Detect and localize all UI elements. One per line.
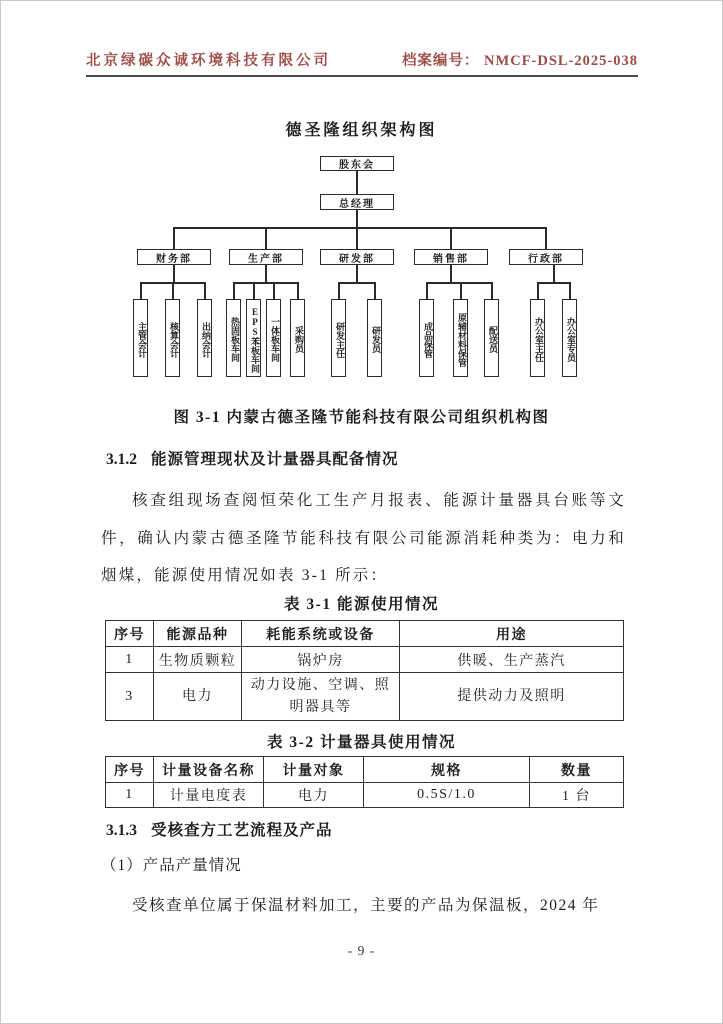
connector-line <box>174 227 547 229</box>
connector-line <box>537 282 539 299</box>
page-header <box>86 49 638 77</box>
table2-header-qty: 数量 <box>530 757 624 783</box>
org-node-rd-staff: 研发员 <box>367 299 382 377</box>
table-row <box>106 647 624 673</box>
metering-devices-table <box>105 756 624 808</box>
table2-header-spec: 规格 <box>364 757 530 783</box>
connector-line <box>450 265 452 282</box>
table2-header-target: 计量对象 <box>264 757 364 783</box>
org-node-purchaser: 采购员 <box>290 299 305 377</box>
connector-line <box>569 282 571 299</box>
table1-cell: 供暖、生产蒸汽 <box>400 647 624 673</box>
org-node-thermoset-workshop: 热固板车间 <box>226 299 241 377</box>
connector-line <box>374 282 376 299</box>
org-node-chief-accountant: 主管会计 <box>133 299 148 377</box>
connector-line <box>553 265 555 282</box>
table2-cell: 计量电度表 <box>154 783 264 808</box>
org-node-delivery-staff: 配送员 <box>484 299 499 377</box>
org-node-office-director: 办公室主任 <box>530 299 545 377</box>
connector-line <box>356 265 358 282</box>
subsection-product-output: （1）产品产量情况 <box>101 857 242 874</box>
org-node-raw-material-keeper: 原辅材料保管 <box>453 299 468 377</box>
connector-line <box>273 282 275 299</box>
org-node-integrated-board-workshop: 一体板车间 <box>266 299 281 377</box>
table1-cell: 提供动力及照明 <box>400 673 624 721</box>
section-title: 能源管理现状及计量器具配备情况 <box>151 451 399 468</box>
section-number: 3.1.3 <box>106 822 137 839</box>
connector-line <box>426 282 428 299</box>
table1-header-energy-type: 能源品种 <box>154 621 242 647</box>
figure-caption: 图 3-1 内蒙古德圣隆节能科技有限公司组织机构图 <box>173 409 550 426</box>
company-name: 北京绿碳众诚环境科技有限公司 <box>86 53 331 69</box>
org-chart-title: 德圣隆组织架构图 <box>285 122 438 139</box>
org-node-accounting: 核算会计 <box>165 299 180 377</box>
connector-line <box>204 282 206 299</box>
section-heading-313 <box>106 818 333 840</box>
connector-line <box>253 282 255 299</box>
org-node-rd-director: 研发主任 <box>331 299 346 377</box>
org-node-production-dept: 生产部 <box>229 249 303 265</box>
table1-cell: 1 <box>106 647 154 673</box>
table2-cell: 0.5S/1.0 <box>364 783 530 808</box>
table2-cell: 1 台 <box>530 783 624 808</box>
table1-cell: 3 <box>106 673 154 721</box>
org-node-sales-dept: 销售部 <box>414 249 488 265</box>
page-number: - 9 - <box>347 943 376 958</box>
org-node-admin-dept: 行政部 <box>509 249 583 265</box>
archive-number: 档案编号： NMCF-DSL-2025-038 <box>401 53 638 69</box>
table2-cell: 1 <box>106 783 154 808</box>
connector-line <box>140 282 142 299</box>
connector-line <box>173 265 175 282</box>
table2-cell: 电力 <box>264 783 364 808</box>
org-chart <box>1 146 723 398</box>
connector-line <box>339 282 376 284</box>
connector-line <box>545 227 547 249</box>
table-row <box>106 673 624 721</box>
connector-line <box>172 282 174 299</box>
connector-line <box>538 282 571 284</box>
table1-cell: 生物质颗粒 <box>154 647 242 673</box>
energy-use-table <box>105 620 624 721</box>
org-node-finance-dept: 财务部 <box>137 249 211 265</box>
table2-header-no: 序号 <box>106 757 154 783</box>
org-node-office-specialist: 办公室专员 <box>562 299 577 377</box>
org-node-eps-workshop: EPS苯板车间 <box>246 299 261 377</box>
section-title: 受核查方工艺流程及产品 <box>151 822 333 839</box>
connector-line <box>356 227 358 249</box>
connector-line <box>233 282 235 299</box>
table1-header-purpose: 用途 <box>400 621 624 647</box>
connector-line <box>297 282 299 299</box>
connector-line <box>338 282 340 299</box>
table1-header-system: 耗能系统或设备 <box>242 621 400 647</box>
org-node-rd-dept: 研发部 <box>320 249 394 265</box>
paragraph-product-info: 受核查单位属于保温材料加工，主要的产品为保温板，2024 年 <box>132 897 600 914</box>
org-node-general-manager: 总经理 <box>320 194 394 210</box>
table-row <box>106 783 624 808</box>
connector-line <box>265 265 267 282</box>
table1-cell: 锅炉房 <box>242 647 400 673</box>
connector-line <box>141 282 206 284</box>
section-heading-312 <box>106 447 399 469</box>
connector-line <box>450 227 452 249</box>
table2-header-device-name: 计量设备名称 <box>154 757 264 783</box>
table1-title: 表 3-1 能源使用情况 <box>284 596 439 613</box>
section-number: 3.1.2 <box>106 451 137 468</box>
table1-cell: 动力设施、空调、照明器具等 <box>242 673 400 721</box>
org-node-shareholders: 股东会 <box>320 156 394 171</box>
org-node-finished-goods-keeper: 成品保管 <box>419 299 434 377</box>
connector-line <box>265 227 267 249</box>
org-node-cashier: 出纳会计 <box>197 299 212 377</box>
connector-line <box>173 227 175 249</box>
table2-title: 表 3-2 计量器具使用情况 <box>267 734 456 751</box>
connector-line <box>491 282 493 299</box>
connector-line <box>356 171 358 194</box>
paragraph-energy-overview: 核查组现场查阅恒荣化工生产月报表、能源计量器具台账等文件，确认内蒙古德圣隆节能科技有限公司能源消耗种类为：电力和烟煤，能源使用情况如表 3-1 所示： <box>101 492 626 584</box>
connector-line <box>234 282 299 284</box>
table1-header-no: 序号 <box>106 621 154 647</box>
table1-cell: 电力 <box>154 673 242 721</box>
connector-line <box>356 210 358 227</box>
connector-line <box>460 282 462 299</box>
